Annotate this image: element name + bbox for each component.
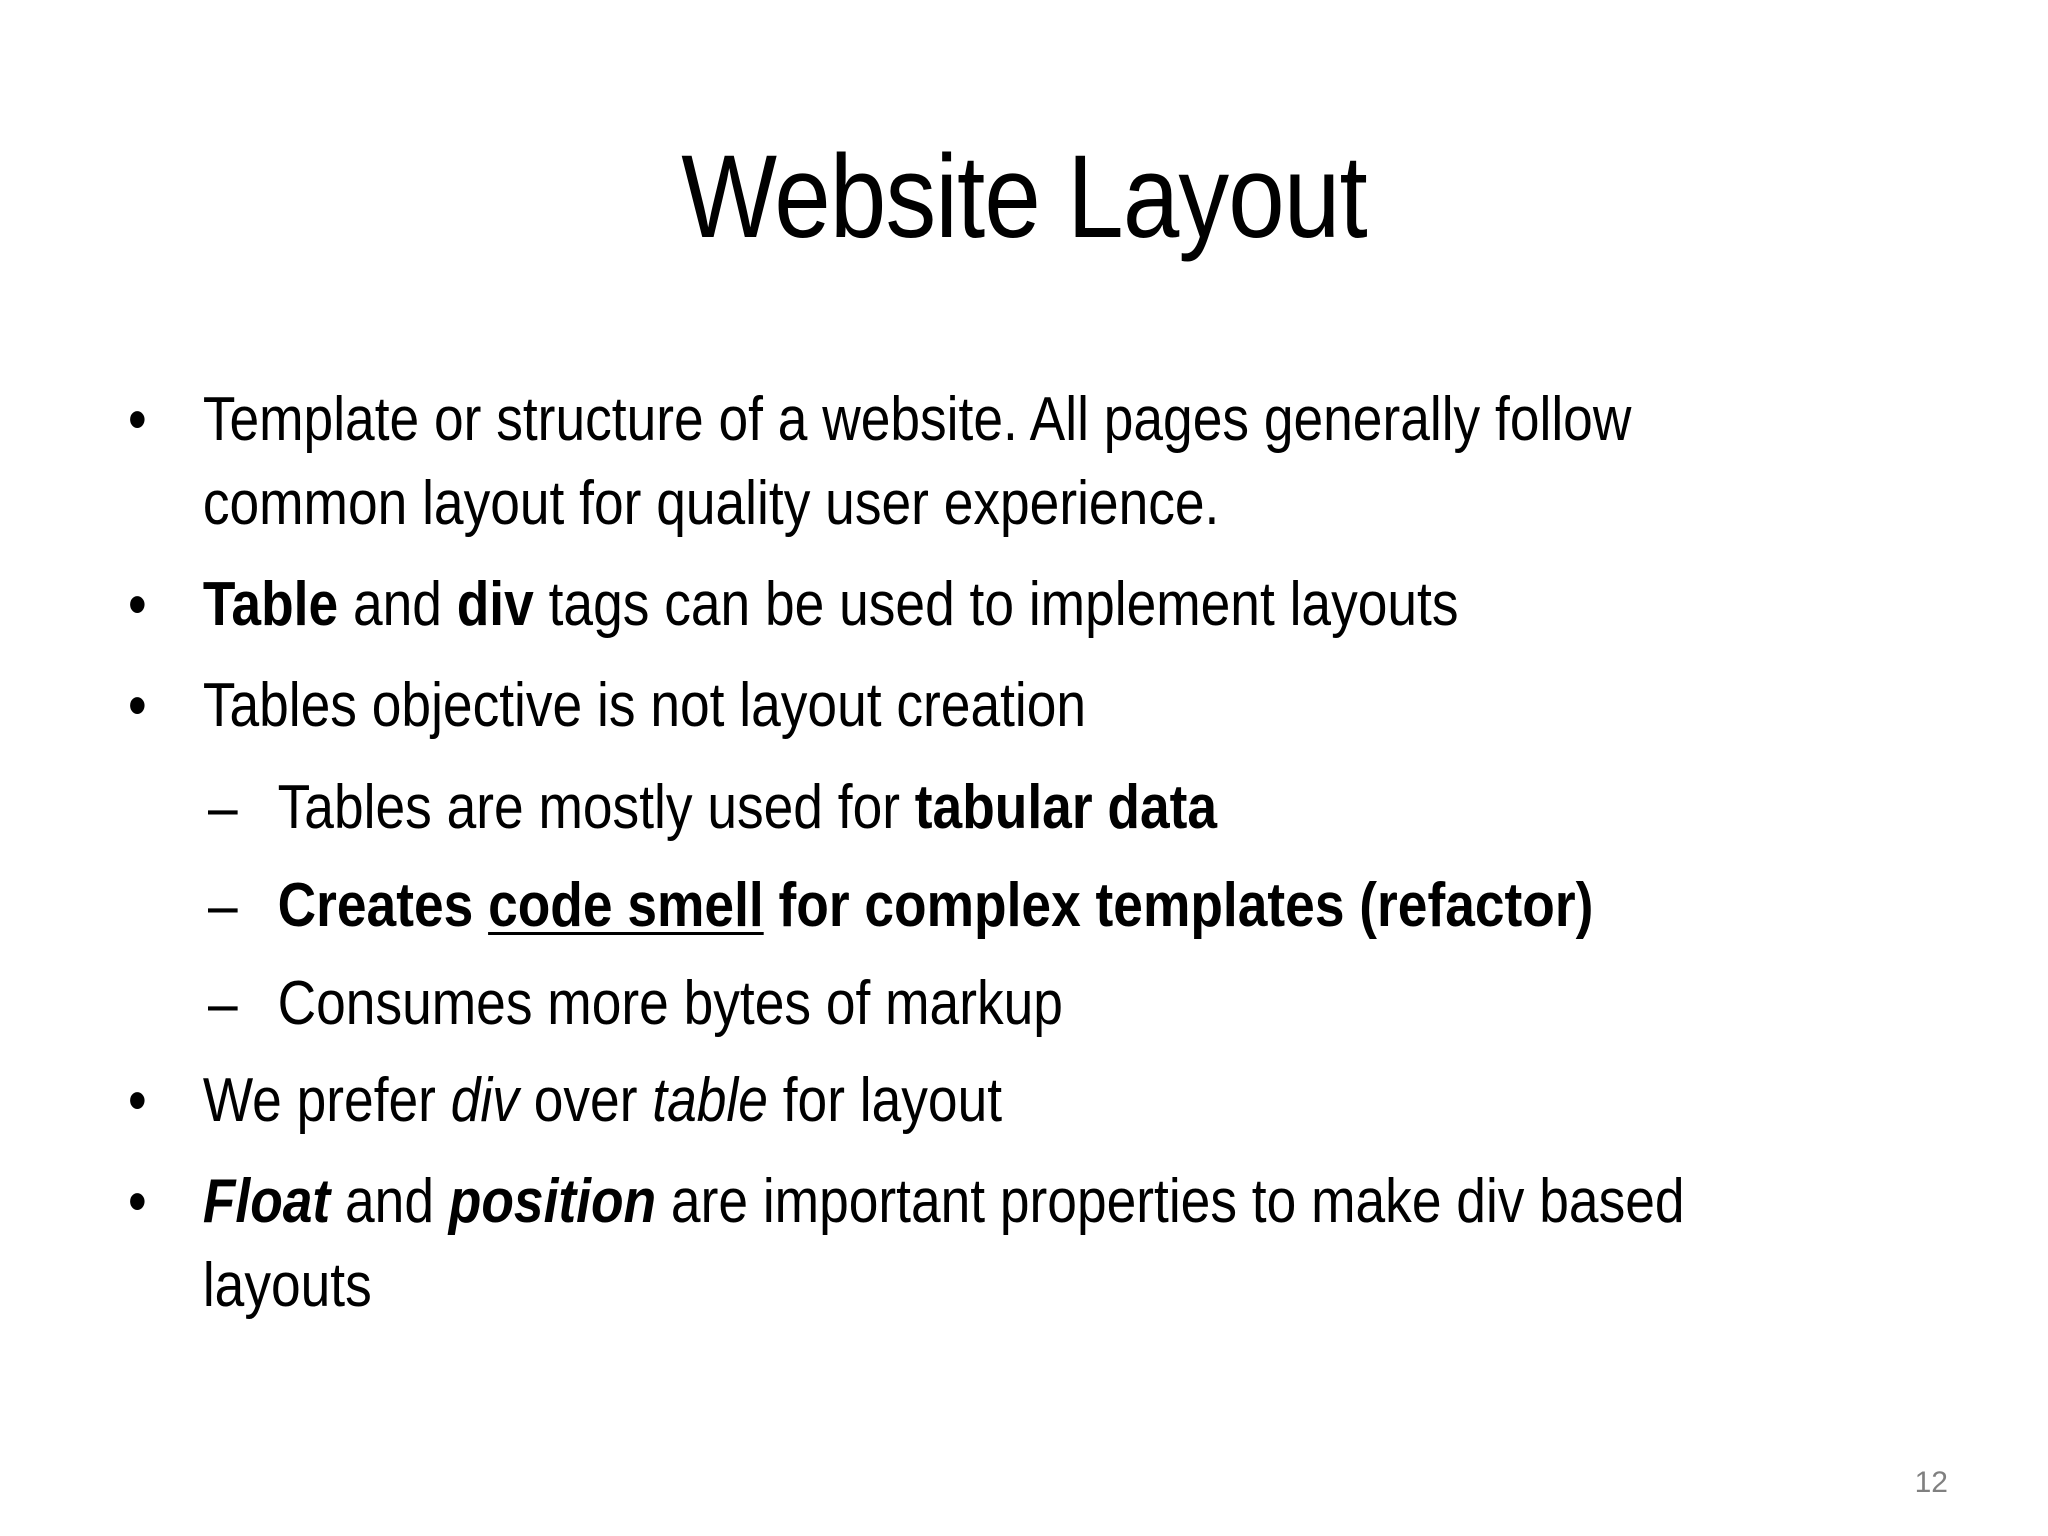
bullet-icon: • xyxy=(128,385,147,454)
bold-text: tabular data xyxy=(914,773,1218,842)
bullet-text: and xyxy=(330,1167,449,1236)
slide-body xyxy=(128,378,1948,1345)
bullet-icon: • xyxy=(128,671,147,740)
bullet-text: are important properties to make div based xyxy=(656,1167,1685,1236)
bold-text: Creates xyxy=(277,871,489,940)
sub-bullet-item xyxy=(128,863,2048,949)
dash-icon: – xyxy=(207,871,238,940)
bullet-text: Tables objective is not layout creation xyxy=(202,671,1087,740)
bold-text: Table xyxy=(202,570,339,639)
bullet-text: tags can be used to implement layouts xyxy=(533,570,1459,639)
italic-text: div xyxy=(450,1066,519,1135)
bullet-text: Template or structure of a website. All pages generally follow xyxy=(202,385,1632,454)
bullet-text: Consumes more bytes of markup xyxy=(277,969,1063,1038)
bold-text: div xyxy=(456,570,534,639)
bullet-text: for layout xyxy=(767,1066,1003,1135)
underlined-bold-text: code smell xyxy=(488,871,764,940)
page-number: 12 xyxy=(1914,1466,1948,1499)
bullet-icon: • xyxy=(128,1167,147,1236)
bullet-text: We prefer xyxy=(202,1066,451,1135)
dash-icon: – xyxy=(207,773,238,842)
bullet-item xyxy=(128,1059,1992,1143)
slide-title: Website Layout xyxy=(681,131,1367,263)
dash-icon: – xyxy=(207,969,238,1038)
sub-bullet-item xyxy=(128,961,2048,1047)
bullet-text: over xyxy=(518,1066,653,1135)
bullet-item xyxy=(128,664,1992,748)
bullet-text: and xyxy=(338,570,457,639)
bold-italic-text: position xyxy=(448,1167,657,1236)
sub-bullet-item xyxy=(128,765,2048,851)
bold-text: for complex templates (refactor) xyxy=(763,871,1594,940)
bullet-text: common layout for quality user experience. xyxy=(202,469,1220,538)
bullet-item xyxy=(128,563,1992,647)
bullet-text: Tables are mostly used for xyxy=(277,773,915,842)
bullet-icon: • xyxy=(128,570,147,639)
italic-text: table xyxy=(652,1066,768,1135)
bullet-item xyxy=(128,378,1992,546)
bullet-item xyxy=(128,1160,1992,1328)
bullet-icon: • xyxy=(128,1066,147,1135)
bullet-text: layouts xyxy=(202,1251,372,1320)
bold-italic-text: Float xyxy=(202,1167,331,1236)
